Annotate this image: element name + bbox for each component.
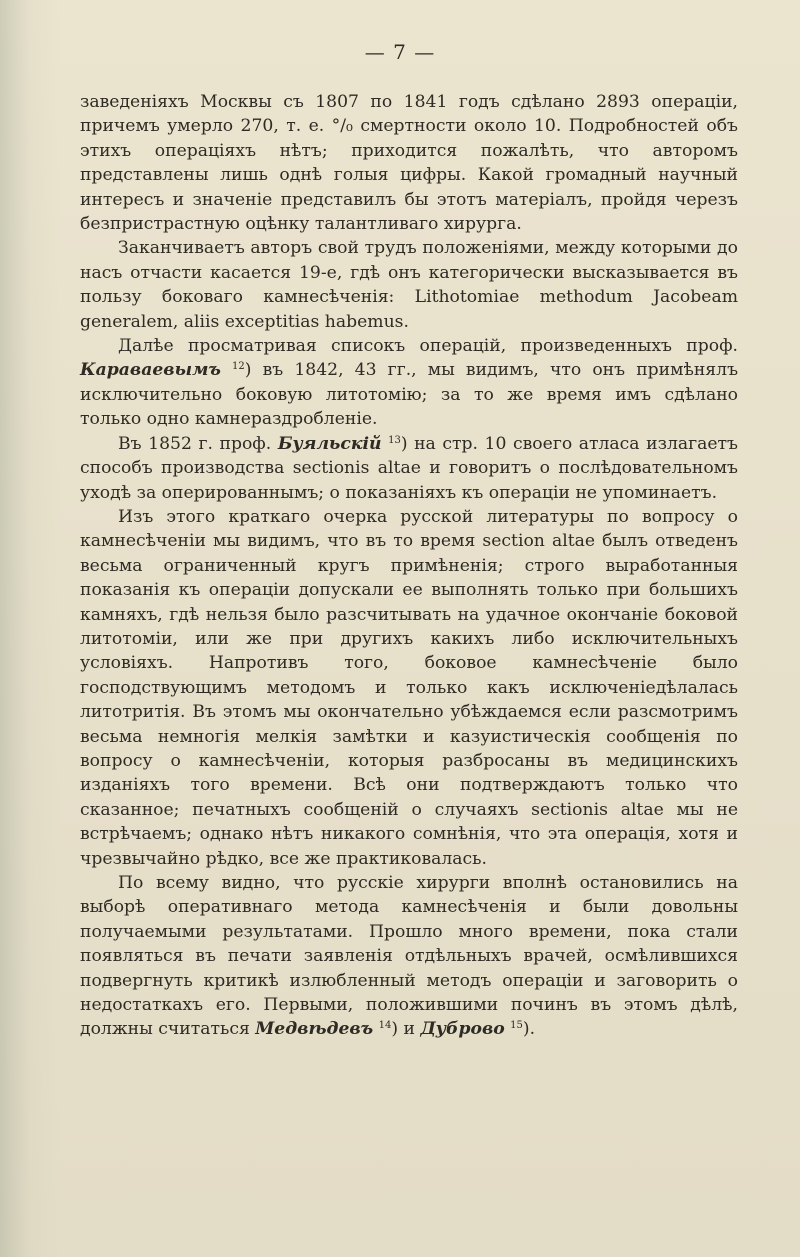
paragraph-6-text-mid: ) и — [391, 1019, 421, 1040]
paragraph-5: Изъ этого краткаго очерка русской литературы по вопросу о камнесѣченіи мы видимъ, что въ то время section altae былъ отведенъ весьма ограниченный кругъ примѣненія; строго выработанныя показанія къ операціи допускали ее выполнять только при большихъ камняхъ, гдѣ нельзя было разсчитывать на удачное окончаніе боковой литотоміи, или же при другихъ какихъ либо исключительныхъ условіяхъ. Напротивъ того, боковое камнесѣченіе было господствующимъ методомъ и только какъ исключеніедѣлалась литотритія. Въ этомъ мы окончательно убѣждаемся если разсмотримъ весьма немногія мелкія замѣтки и казуистическія сообщенія по вопросу о камнесѣченіи, которыя разбросаны въ медицинскихъ изданіяхъ того времени. Всѣ они подтверждаютъ только что сказанное; печатныхъ сообщеній о случаяхъ sectionis altae мы не встрѣчаемъ; однако нѣтъ никакого сомнѣнія, что эта операція, хотя и чрезвычайно рѣдко, все же практиковалась. — [80, 506, 738, 869]
body-text — [80, 90, 738, 1042]
page-number: — 7 — — [364, 40, 436, 64]
footnote-ref-14: 14 — [378, 1020, 392, 1032]
paragraph-4-text-end: ) на стр. 10 своего атласа излагаетъ способъ производства sectionis altae и говоритъ о послѣдовательномъ уходѣ за оперированнымъ; о показаніяхъ къ операціи не упоминаетъ. — [80, 433, 738, 503]
paragraph-6 — [80, 871, 738, 1042]
footnote-ref-15: 15 — [510, 1020, 523, 1032]
author-name-karavaev: Караваевымъ — [80, 360, 221, 381]
paragraph-1: заведеніяхъ Москвы съ 1807 по 1841 годъ сдѣлано 2893 операціи, причемъ умерло 270, т. е. °/₀ смертности около 10. Подробностей объ этихъ операціяхъ нѣтъ; приходится пожалѣть, что авторомъ представлены лишь однѣ голыя цифры. Какой громадный научный интересъ и значеніе представилъ бы этотъ матеріалъ, пройдя черезъ безпристрастную оцѣнку талантливаго хирурга. — [80, 92, 738, 235]
paragraph-3-text-end: ) въ 1842, 43 гг., мы видимъ, что онъ примѣнялъ исключительно боковую литотомію; за то же время имъ сдѣлано только одно камнераздробленіе. — [80, 360, 739, 430]
paragraph-4-text-start: Въ 1852 г. проф. — [118, 433, 278, 454]
footnote-ref-12: 12 — [232, 361, 245, 373]
paragraph-6-text-end: ). — [522, 1019, 536, 1040]
footnote-ref-13: 13 — [388, 434, 401, 446]
author-name-dubrovo: Дуброво — [420, 1019, 505, 1040]
paragraph-3-text-start: Далѣе просматривая списокъ операцій, произведенныхъ проф. — [118, 336, 738, 357]
paragraph-2: Заканчиваетъ авторъ свой трудъ положеніями, между которыми до насъ отчасти касается 19-е, гдѣ онъ категорически высказывается въ пользу боковаго камнесѣченія: Lithotomiae methodum Jacobeam generalem, aliis exceptitias habemus. — [80, 238, 738, 332]
paragraph-6-text-start: По всему видно, что русскіе хирурги вполнѣ остановились на выборѣ оперативнаго метода камнесѣченія и были довольны получаемыми результатами. Прошло много времени, пока стали появляться въ печати заявленія отдѣльныхъ врачей, осмѣлившихся подвергнуть критикѣ излюбленный методъ операціи и заговорить о недостаткахъ его. Первыми, положившими починъ въ этомъ дѣлѣ, должны считаться — [80, 873, 738, 1040]
author-name-medvedev: Медвѣдевъ — [255, 1019, 374, 1040]
author-name-buyalsky: Буяльскій — [277, 433, 382, 454]
paragraph-3 — [80, 334, 738, 432]
paragraph-4 — [80, 432, 738, 505]
